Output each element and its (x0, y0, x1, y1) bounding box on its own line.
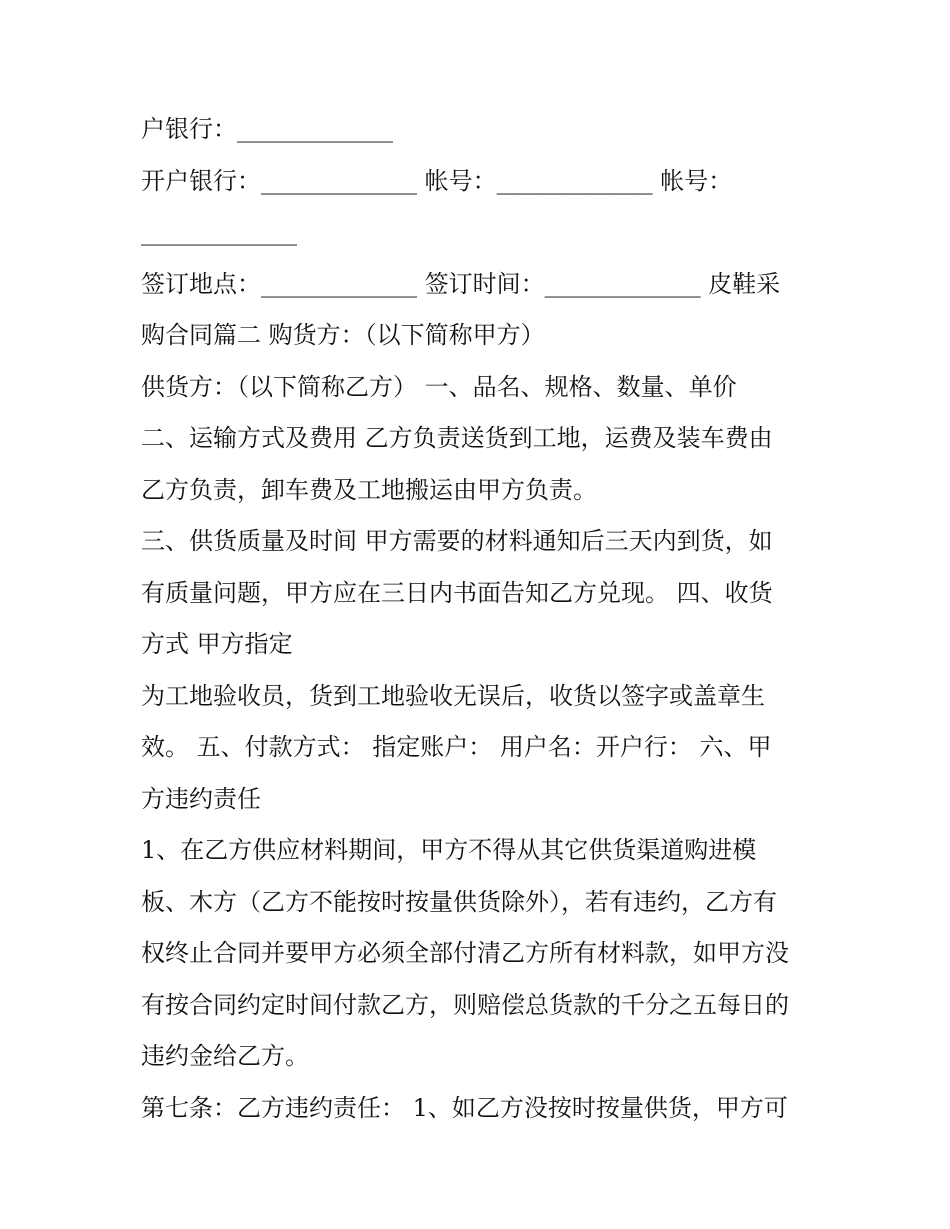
text-line-14: 方违约责任 (141, 784, 261, 813)
text-line-16: 板、木方（乙方不能按时按量供货除外），若有违约，乙方有 (141, 887, 777, 916)
text-line-4: 签订地点：_____________ 签订时间：_____________ 皮鞋采 (141, 269, 781, 298)
text-line-11: 方式 甲方指定 (141, 630, 293, 658)
text-line-19: 违约金给乙方。 (141, 1042, 309, 1070)
text-line-8: 乙方负责，卸车费及工地搬运由甲方负责。 (141, 475, 597, 504)
text-line-15: 1、在乙方供应材料期间，甲方不得从其它供货渠道购进模 (141, 836, 757, 864)
text-line-3: _____________ (141, 218, 297, 246)
text-line-1: 户银行：_____________ (141, 115, 393, 143)
text-line-6: 供货方：（以下简称乙方） 一、品名、规格、数量、单价 (141, 372, 737, 401)
text-line-5: 购合同篇二 购货方：（以下简称甲方） (141, 321, 545, 349)
text-line-20: 第七条：乙方违约责任： 1、如乙方没按时按量供货，甲方可 (141, 1093, 788, 1122)
text-line-2: 开户银行：_____________ 帐号：_____________ 帐号： (141, 166, 733, 195)
text-line-10: 有质量问题，甲方应在三日内书面告知乙方兑现。 四、收货 (141, 578, 773, 607)
contract-body-text (141, 104, 821, 1134)
text-line-7: 二、运输方式及费用 乙方负责送货到工地，运费及装车费由 (141, 424, 773, 452)
text-line-9: 三、供货质量及时间 甲方需要的材料通知后三天内到货，如 (141, 527, 773, 555)
text-line-12: 为工地验收员，货到工地验收无误后，收货以签字或盖章生 (141, 681, 765, 710)
text-line-13: 效。 五、付款方式： 指定账户： 用户名：开户行： 六、甲 (141, 733, 772, 761)
text-line-17: 权终止合同并要甲方必须全部付清乙方所有材料款，如甲方没 (141, 939, 789, 967)
text-line-18: 有按合同约定时间付款乙方，则赔偿总货款的千分之五每日的 (141, 990, 789, 1019)
